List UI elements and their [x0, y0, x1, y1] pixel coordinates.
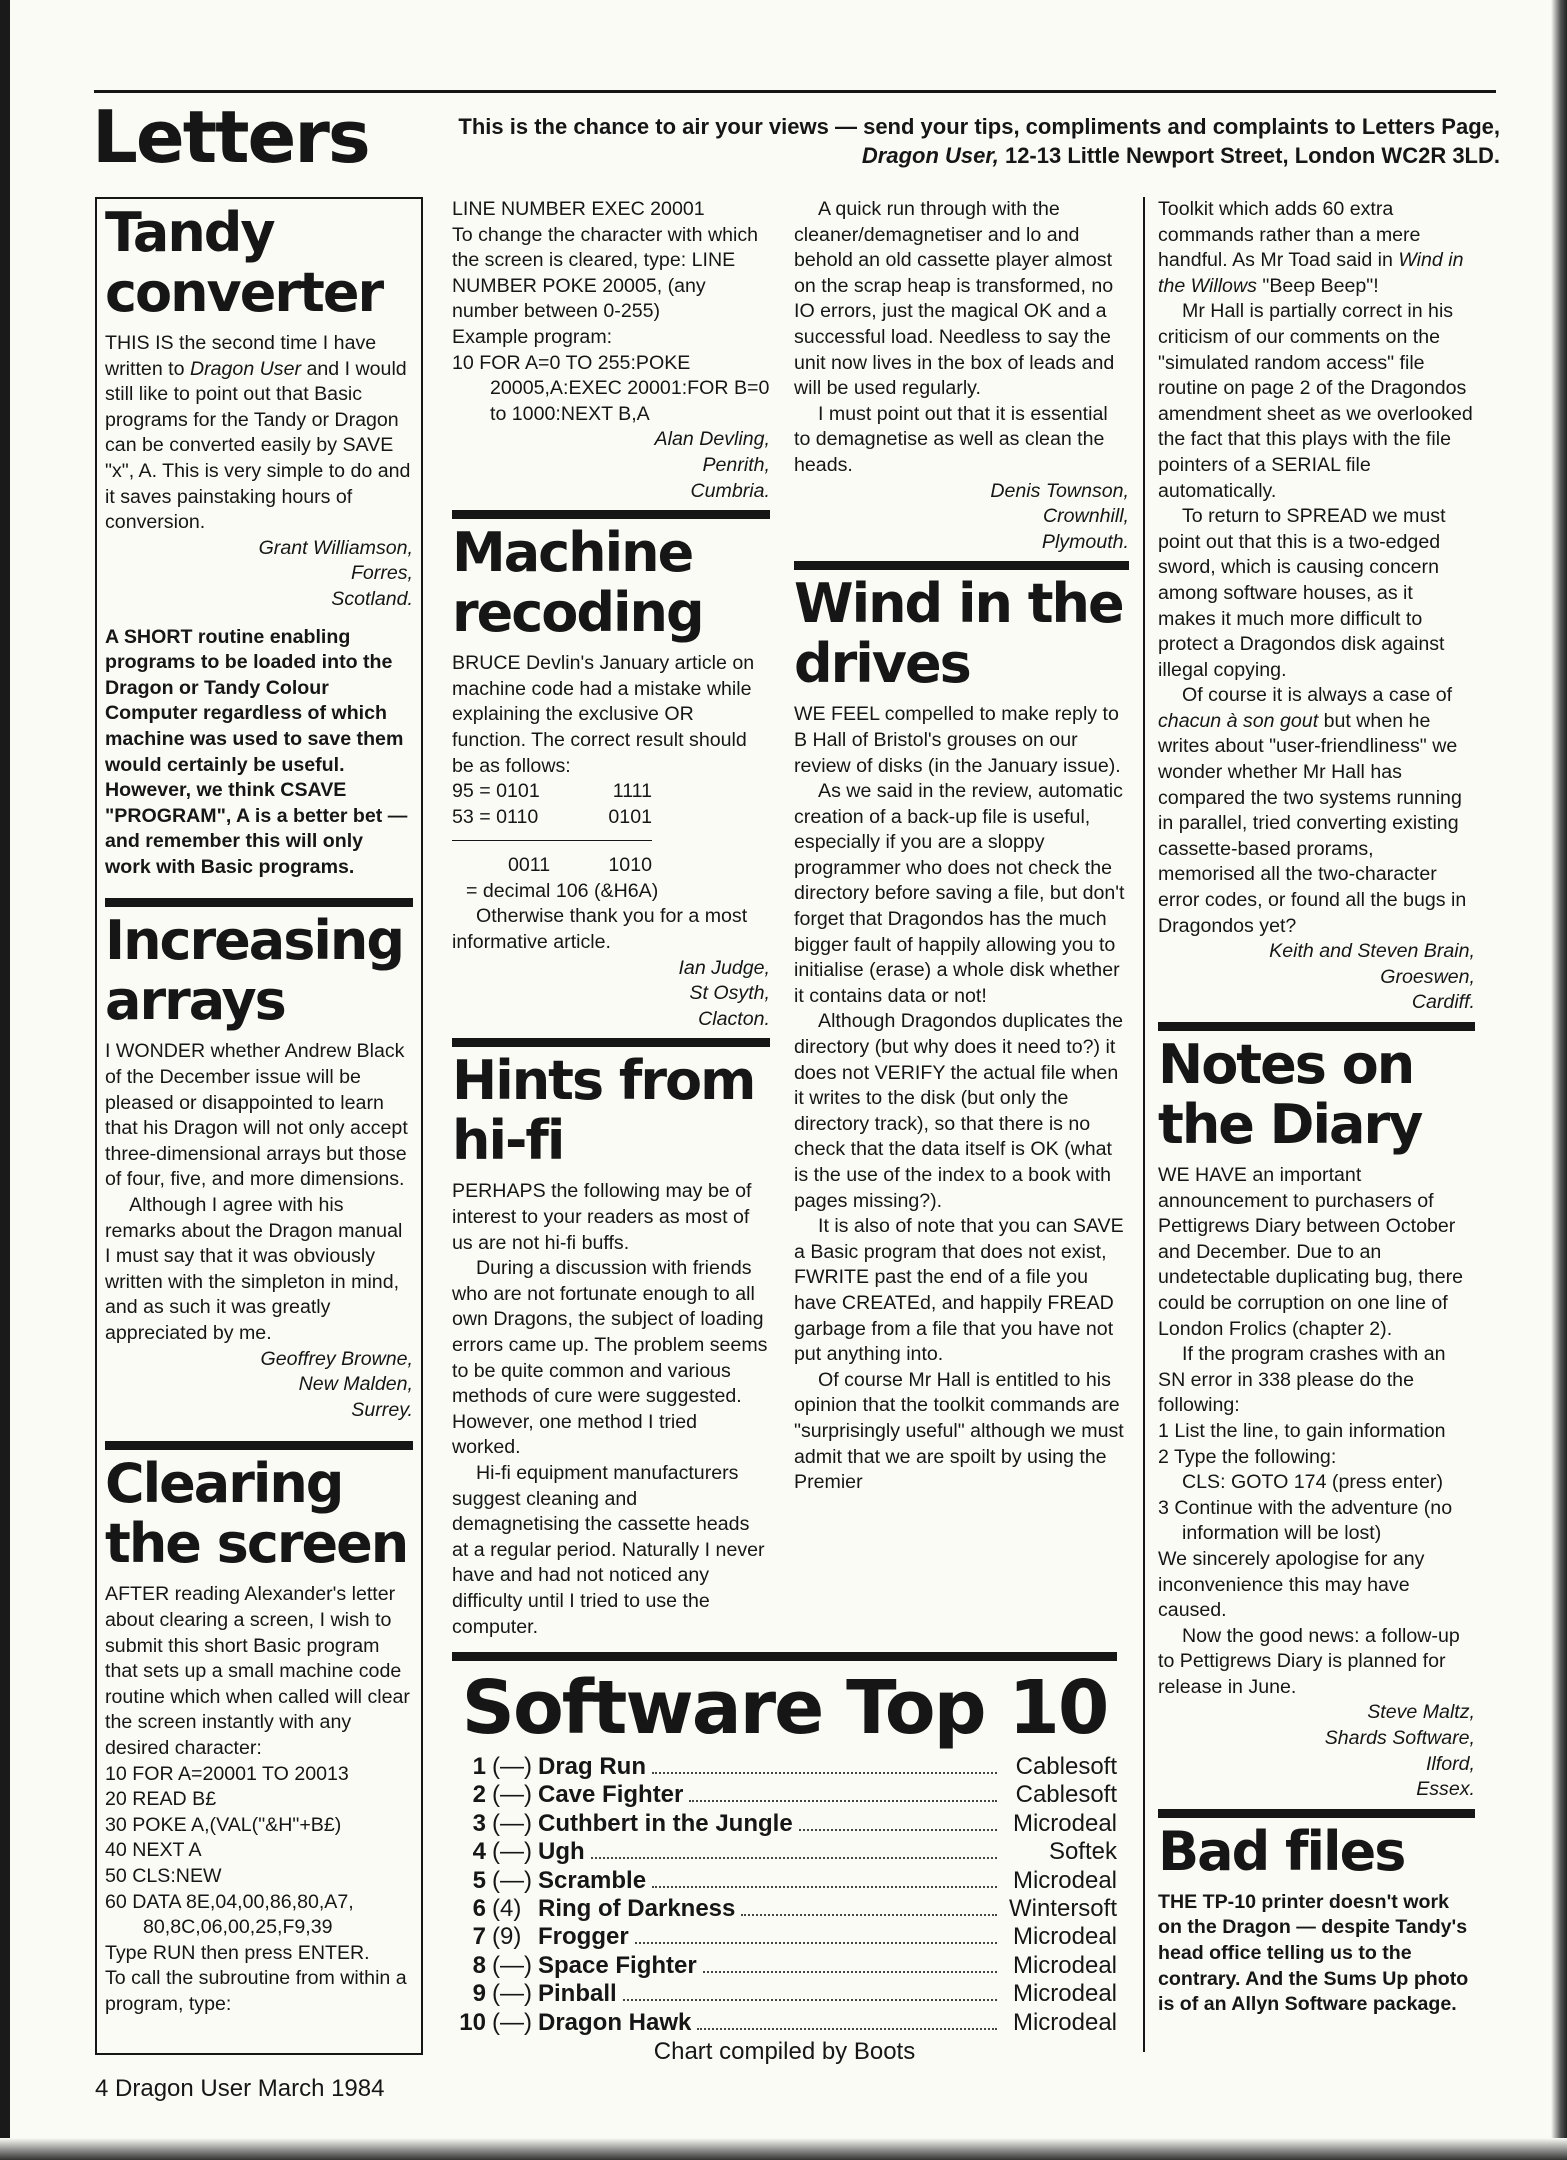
binary-operand: 1111 — [612, 780, 652, 803]
publisher: Microdeal — [1012, 1866, 1117, 1894]
signature-line: Keith and Steven Brain, — [1269, 940, 1475, 963]
page-intro — [440, 112, 1500, 170]
signature-line: Clacton. — [698, 1007, 770, 1030]
code-line: 30 POKE A,(VAL("&H"+B£) — [105, 1813, 342, 1836]
signature-line: Plymouth. — [1041, 530, 1129, 553]
column-4 — [1158, 197, 1475, 2018]
article-paragraph: Mr Hall is partially correct in his criticism of our comments on the "simulated random access" file routine on page 2 of the Dragondos amendment sheet as we overlooked the fact that this plays with the file pointers of a SERIAL file automatically. — [1158, 300, 1473, 502]
dot-leader — [703, 1971, 997, 1973]
article-heading: Bad files — [1158, 1819, 1405, 1883]
article-paragraph: To change the character with which the screen is cleared, type: LINE NUMBER POKE 20005, (any number between 0-255) — [452, 223, 759, 323]
page-footer: 4 Dragon User March 1984 — [95, 2075, 385, 2102]
code-line: 20 READ B£ — [105, 1788, 217, 1811]
signature-line: Penrith, — [702, 453, 770, 476]
signature-line: Cardiff. — [1411, 991, 1475, 1014]
signature-line: Groeswen, — [1380, 965, 1475, 988]
signature-line: Grant Williamson, — [258, 536, 413, 559]
chart-position: 1 — [472, 1753, 486, 1780]
code-line: 60 DATA 8E,04,00,86,80,A7, 80,8C,06,00,25,F9,39 — [105, 1890, 354, 1939]
game-title: Scramble — [538, 1866, 647, 1894]
binary-result-part: 0011 — [508, 854, 551, 877]
article-paragraph: Otherwise thank you for a most informative article. — [452, 905, 748, 954]
top10-title: Software Top 10 — [461, 1665, 1108, 1751]
article-paragraph: Although Dragondos duplicates the directory (but why does it need to?) it does not VERIFY the actual file when it writes to the disk (but only the directory track), so that there is no check that the data itself is OK (what is the use of the index to a book with pages missing?). — [794, 1010, 1124, 1212]
body-text: THIS IS the second time I have written to — [105, 332, 377, 380]
article-hints — [452, 1038, 770, 1640]
previous-position: (—) — [492, 1951, 532, 1979]
binary-operand: 0101 — [608, 805, 652, 828]
game-title: Cuthbert in the Jungle — [538, 1809, 793, 1837]
signature-line: Surrey. — [351, 1398, 413, 1421]
chart-row — [452, 1980, 1117, 2008]
dot-leader — [697, 2028, 997, 2030]
chart-position: 9 — [472, 1980, 486, 2008]
column-2 — [452, 197, 770, 1640]
body-text: Toolkit which adds 60 extra commands rather than a mere handful. As Mr Toad said in — [1158, 198, 1421, 272]
editor-reply: A SHORT routine enabling programs to be loaded into the Dragon or Tandy Colour Computer regardless of which machine was used to save them would certainly be useful. However, we think CSAVE "PROGRAM", A is a better bet — and remember this will only work with Basic programs. — [105, 625, 408, 878]
publisher: Cablesoft — [1015, 1753, 1117, 1780]
step-item: 2 Type the following: — [1158, 1445, 1337, 1468]
previous-position: (9) — [492, 1923, 522, 1951]
signature-line: Steve Maltz, — [1367, 1701, 1475, 1724]
article-paragraph: As we said in the review, automatic creation of a back-up file is useful, especially if you are a sloppy programmer who does not check the directory before saving a file, but don't forget that Dragondos has the much bigger fault of happily allowing you to initialise (erase) a whole disk whether it contains data or not! — [794, 780, 1125, 1007]
code-line: 50 CLS:NEW — [105, 1864, 222, 1887]
article-heading: Machine recoding — [452, 521, 703, 645]
article-paragraph: Hi-fi equipment manufacturers suggest cleaning and demagnetising the cassette heads at a regular period. Naturally I never have and had not noticed any difficulty until I tried to use the computer. — [452, 1461, 765, 1638]
chart-row — [452, 1810, 1117, 1838]
publisher: Microdeal — [1012, 2008, 1117, 2036]
signature-line: Scotland. — [331, 587, 413, 610]
article-paragraph: Type RUN then press ENTER. — [105, 1941, 370, 1964]
article-hints-continued — [794, 197, 1129, 555]
publisher: Cablesoft — [1015, 1781, 1117, 1809]
chart-position: 4 — [472, 1838, 486, 1866]
article-paragraph — [1158, 683, 1475, 939]
page-edge-shadow — [0, 0, 10, 2160]
dot-leader — [635, 1942, 997, 1944]
article-paragraph: I WONDER whether Andrew Black of the December issue will be pleased or disappointed to learn that his Dragon will not only accept three-dimensional arrays but those of four, five, and more dimensions. — [105, 1040, 408, 1191]
previous-position: (—) — [492, 1781, 532, 1809]
code-line: LINE NUMBER EXEC 20001 — [452, 198, 705, 220]
chart-position: 2 — [472, 1781, 486, 1809]
column-3 — [794, 197, 1129, 1496]
article-heading: Increasing arrays — [105, 909, 403, 1033]
body-text: "Beep Beep"! — [1262, 274, 1379, 297]
chart-row — [452, 2009, 1117, 2037]
code-line: 40 NEXT A — [105, 1839, 202, 1862]
game-title: Frogger — [538, 1923, 629, 1951]
article-paragraph: Now the good news: a follow-up to Pettigrews Diary is planned for release in June. — [1158, 1624, 1460, 1698]
chart-row — [452, 1838, 1117, 1866]
chart-position: 7 — [472, 1923, 486, 1951]
article-paragraph: Of course Mr Hall is entitled to his opinion that the toolkit commands are "surprisingly useful" although we must admit that we are spoilt by using the Premier — [794, 1368, 1124, 1494]
article-wind-continued — [1158, 197, 1475, 1016]
previous-position: (—) — [492, 1838, 532, 1866]
step-code: CLS: GOTO 174 (press enter) — [1182, 1471, 1443, 1494]
article-machine — [452, 510, 770, 1032]
chart-row — [452, 1923, 1117, 1951]
previous-position: (—) — [492, 1753, 532, 1780]
binary-result-part: 1010 — [608, 854, 652, 877]
intro-text: This is the chance to air your views — send your tips, compliments and complaints to Letters Page, — [458, 114, 1500, 139]
body-text: but when he writes about "user-friendliness" we wonder whether Mr Hall has compared the two systems running in parallel, tried converting existing cassette-based prorams, memorised all the two-character error codes, or found all the bugs in Dragondos yet? — [1158, 709, 1467, 937]
signature-line: Alan Devling, — [654, 428, 770, 451]
previous-position: (—) — [492, 2008, 532, 2036]
dot-leader — [741, 1914, 997, 1916]
code-line: 10 FOR A=0 TO 255:POKE 20005,A:EXEC 20001:FOR B=0 to 1000:NEXT B,A — [452, 351, 770, 425]
dot-leader — [652, 1886, 997, 1888]
chart-position: 5 — [472, 1866, 486, 1894]
previous-position: (—) — [492, 1866, 532, 1894]
column-divider — [1143, 197, 1145, 2052]
article-paragraph: WE FEEL compelled to make reply to B Hall of Bristol's grouses on our review of disks (in the January issue). — [794, 703, 1121, 777]
chart-row — [452, 1867, 1117, 1895]
article-paragraph: I must point out that it is essential to demagnetise as well as clean the heads. — [794, 402, 1108, 476]
publisher: Microdeal — [1012, 1809, 1117, 1837]
article-paragraph: It is also of note that you can SAVE a Basic program that does not exist, FWRITE past the end of a file you have CREATEd, and happily FREAD garbage from a file that you have not put anything into. — [794, 1215, 1124, 1366]
body-text: Of course it is always a case of — [1182, 684, 1453, 707]
article-paragraph: WE HAVE an important announcement to purchasers of Pettigrews Diary between October and December. Due to an undetectable duplicating bug, there could be corruption on one line of London Frolics (chapter 2). — [1158, 1164, 1464, 1340]
game-title: Pinball — [538, 1980, 617, 2008]
binary-row — [452, 805, 652, 831]
step-item: 3 Continue with the adventure (no information will be lost) — [1158, 1496, 1453, 1545]
header-rule — [94, 90, 1496, 93]
step-item: 1 List the line, to gain information — [1158, 1419, 1446, 1442]
code-line: 10 FOR A=20001 TO 20013 — [105, 1762, 349, 1785]
publisher: Microdeal — [1012, 1923, 1117, 1951]
binary-operand: 53 = 0110 — [452, 805, 539, 828]
previous-position: (—) — [492, 1980, 532, 2008]
article-paragraph: Although I agree with his remarks about the Dragon manual I must say that it was obviously written with the simpleton in mind, and as such it was greatly appreciated by me. — [105, 1194, 403, 1344]
article-paragraph: During a discussion with friends who are not fortunate enough to all own Dragons, the subject of loading errors came up. The problem seems to be quite common and various methods of cure were suggested. However, one method I tried worked. — [452, 1257, 768, 1459]
article-heading: Clearing the screen — [105, 1452, 408, 1576]
game-title: Dragon Hawk — [538, 2008, 692, 2036]
article-clearing — [105, 1441, 413, 2017]
article-paragraph: BRUCE Devlin's January article on machine code had a mistake while explaining the exclusive OR function. The correct result should be as follows: — [452, 652, 755, 777]
game-title: Ring of Darkness — [538, 1895, 736, 1923]
dot-leader — [623, 1999, 997, 2001]
binary-operand: 95 = 0101 — [452, 780, 540, 803]
chart-position: 3 — [472, 1809, 486, 1837]
previous-position: (—) — [492, 1809, 532, 1837]
article-paragraph: If the program crashes with an SN error in 338 please do the following: — [1158, 1343, 1446, 1417]
game-title: Cave Fighter — [538, 1781, 684, 1809]
page-title: Letters — [92, 95, 369, 179]
page-bottom-shadow — [0, 2138, 1567, 2160]
magazine-name: Dragon User — [189, 357, 302, 380]
article-body — [105, 331, 413, 536]
article-paragraph: To call the subroutine from within a program, type: — [105, 1967, 407, 2015]
page-edge-shadow-right — [1551, 0, 1567, 2160]
signature-line: New Malden, — [298, 1373, 413, 1396]
article-clearing-continued — [452, 197, 770, 504]
article-badfiles — [1158, 1809, 1475, 2018]
article-paragraph: Example program: — [452, 325, 613, 348]
article-arrays — [105, 898, 413, 1423]
decimal-result: = decimal 106 (&H6A) — [466, 879, 659, 902]
article-paragraph: We sincerely apologise for any inconvenience this may have caused. — [1158, 1547, 1425, 1622]
game-title: Ugh — [538, 1838, 585, 1866]
previous-position: (4) — [492, 1895, 522, 1923]
article-heading: Notes on the Diary — [1158, 1033, 1422, 1156]
article-heading: Tandy converter — [105, 201, 383, 324]
game-title: Space Fighter — [538, 1951, 697, 1979]
book-title: Wind in the Willows — [1158, 249, 1464, 297]
article-paragraph: PERHAPS the following may be of interest to your readers as most of us are not hi-fi buffs. — [452, 1180, 752, 1254]
article-wind — [794, 561, 1129, 1495]
dot-leader — [689, 1800, 997, 1802]
signature-line: Cumbria. — [690, 479, 770, 502]
signature-line: Geoffrey Browne, — [260, 1347, 413, 1370]
chart-position: 8 — [472, 1951, 486, 1979]
game-title: Drag Run — [538, 1753, 646, 1780]
publisher: Softek — [1048, 1838, 1117, 1866]
intro-address: 12-13 Little Newport Street, London WC2R 3LD. — [1004, 143, 1500, 168]
software-top-10 — [452, 1652, 1117, 2067]
publisher: Microdeal — [1012, 1951, 1117, 1979]
body-text: and I would still like to point out that Basic programs for the Tandy or Dragon can be converted easily by SAVE "x", A. This is very simple to do and it saves painstaking hours of conversion. — [105, 357, 411, 534]
dot-leader — [652, 1772, 997, 1774]
intro-magazine: Dragon User, — [861, 143, 999, 168]
editor-note: THE TP-10 printer doesn't work on the Dragon — despite Tandy's head office telling us to the contrary. And the Sums Up photo is of an Allyn Software package. — [1158, 1890, 1469, 2016]
chart-position: 6 — [472, 1895, 486, 1923]
signature-line: Crownhill, — [1042, 505, 1129, 528]
column-1 — [95, 197, 423, 2055]
signature-line: Essex. — [1416, 1778, 1475, 1801]
signature-line: Ilford, — [1425, 1752, 1475, 1775]
french-phrase: chacun à son gout — [1158, 709, 1319, 732]
article-paragraph — [1158, 197, 1475, 299]
binary-result — [452, 853, 652, 879]
chart-row — [452, 1781, 1117, 1809]
publisher: Wintersoft — [1008, 1895, 1117, 1923]
dot-leader — [591, 1857, 997, 1859]
article-tandy — [105, 203, 413, 880]
sum-divider — [452, 840, 652, 841]
signature-line: St Osyth, — [689, 982, 770, 1005]
chart-position: 10 — [459, 2008, 486, 2036]
chart-credit: Chart compiled by Boots — [653, 2038, 916, 2066]
article-paragraph: To return to SPREAD we must point out that this is a two-edged sword, which is causing concern among software houses, as it makes it much more difficult to protect a Dragondos disk against illegal copying. — [1158, 505, 1446, 681]
signature-line: Denis Townson, — [990, 479, 1129, 502]
signature-line: Shards Software, — [1324, 1727, 1475, 1750]
article-diary — [1158, 1022, 1475, 1803]
article-heading: Wind in the drives — [794, 572, 1123, 696]
article-paragraph: A quick run through with the cleaner/demagnetiser and lo and behold an old cassette player almost on the scrap heap is transformed, no IO errors, just the magical OK and a successful load. Needless to say the unit now lives in the box of leads and will be used regularly. — [794, 198, 1115, 400]
dot-leader — [799, 1829, 997, 1831]
binary-row — [452, 779, 652, 805]
publisher: Microdeal — [1012, 1980, 1117, 2008]
chart-row — [452, 1952, 1117, 1980]
chart-row — [452, 1895, 1117, 1923]
signature-line: Ian Judge, — [678, 956, 770, 979]
chart-row — [452, 1753, 1117, 1781]
signature-line: Forres, — [350, 562, 413, 585]
article-heading: Hints from hi-fi — [452, 1049, 755, 1173]
article-paragraph: AFTER reading Alexander's letter about clearing a screen, I wish to submit this short Basic program that sets up a small machine code routine which when called will clear the screen instantly with any desired character: — [105, 1583, 410, 1759]
